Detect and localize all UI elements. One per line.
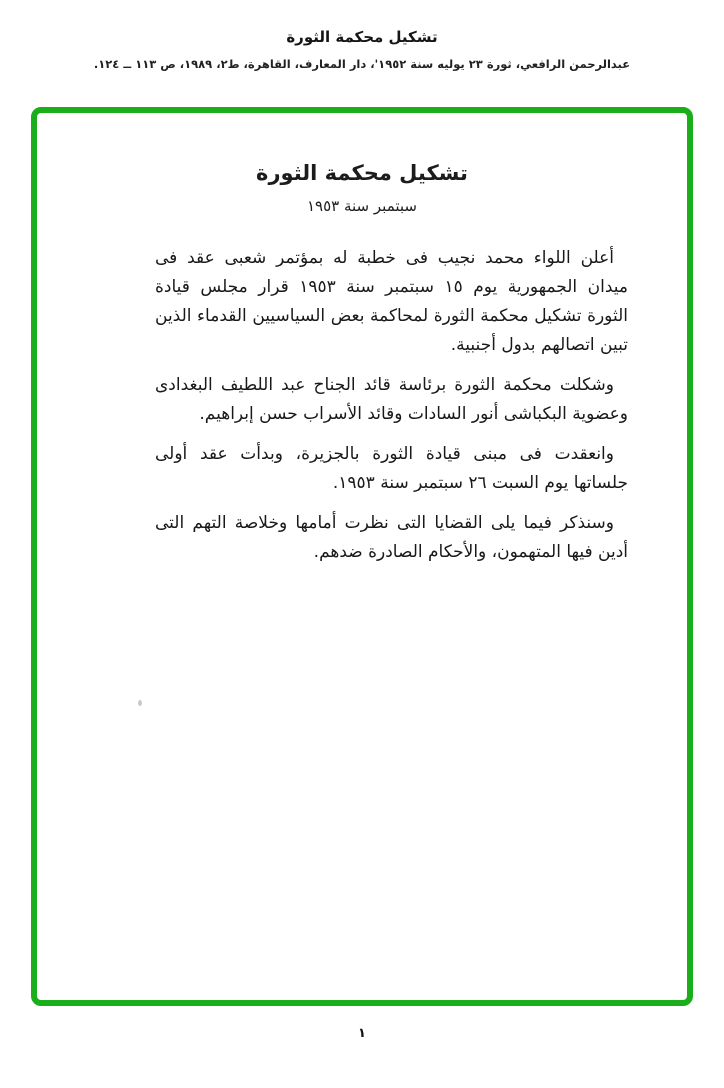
page-title: تشكيل محكمة الثورة [286,28,438,46]
document-subtitle: سبتمبر سنة ١٩٥٣ [306,197,417,215]
paragraph-4: وسنذكر فيما يلى القضايا التى نظرت أمامها وخلاصة التهم التى أدين فيها المتهمون، والأحكام الصادرة ضدهم. [155,513,628,562]
paragraph-2: وشكلت محكمة الثورة برئاسة قائد الجناح عبد اللطيف البغدادى وعضوية البكباشى أنور السادات وقائد الأسراب حسن إبراهيم. [155,375,628,424]
citation: عبدالرحمن الرافعي، ثورة ٢٣ يوليه سنة ١٩٥٢'، دار المعارف، القاهرة، ط٢، ١٩٨٩، ص ١١٣ ــ ١٢٤. [93,57,631,71]
document-frame [31,107,693,1006]
paragraph-3: وانعقدت فى مبنى قيادة الثورة بالجزيرة، وبدأت عقد أولى جلساتها يوم السبت ٢٦ سبتمبر سنة ١٩٥٣. [155,444,628,493]
document-body [155,244,628,578]
page-number: ١ [358,1026,366,1041]
paragraph-1: أعلن اللواء محمد نجيب فى خطبة له بمؤتمر شعبى عقد فى ميدان الجمهورية يوم ١٥ سبتمبر سنة ١٩٥٣ قرار مجلس قيادة الثورة تشكيل محكمة الثورة لمحاكمة بعض السياسيين القدماء الذين تبين اتصالهم بدول أجنبية. [155,248,628,355]
document-title: تشكيل محكمة الثورة [256,161,468,185]
scan-artifact [138,700,142,706]
